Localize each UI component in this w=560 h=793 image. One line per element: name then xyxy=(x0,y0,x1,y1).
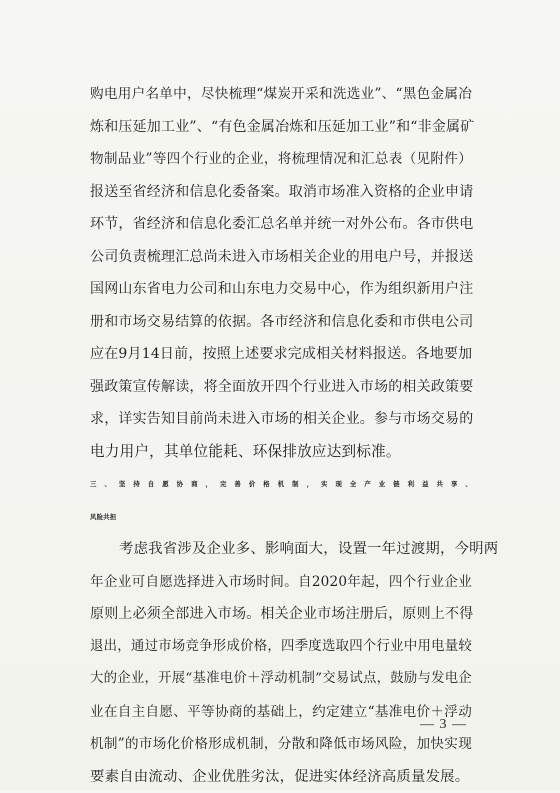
text-line: 求，详实告知目前尚未进入市场的相关企业。参与市场交易的 xyxy=(90,403,472,436)
text-line: 购电用户名单中，尽快梳理“煤炭开采和洗选业”、“黑色金属冶 xyxy=(90,78,472,111)
text-line: 电力用户，其单位能耗、环保排放应达到标准。 xyxy=(90,436,472,469)
text-line: 物制品业”等四个行业的企业，将梳理情况和汇总表（见附件） xyxy=(90,143,472,176)
text-line: 公司负责梳理汇总尚未进入市场相关企业的用电户号，并报送 xyxy=(90,241,472,274)
text-line: 退出，通过市场竞争形成价格，四季度选取四个行业中用电量较 xyxy=(90,631,472,664)
text-line: 册和市场交易结算的依据。各市经济和信息化委和市供电公司 xyxy=(90,306,472,339)
text-line: 强政策宣传解读，将全面放开四个行业进入市场的相关政策要 xyxy=(90,371,472,404)
page-number: — 3 — xyxy=(420,717,467,733)
heading-line: 三、坚持自愿协商，完善价格机制，实现全产业链利益共享、 xyxy=(90,468,472,501)
paragraph-2 xyxy=(90,533,472,793)
paragraph-1 xyxy=(90,78,472,468)
text-line: 机制”的市场化价格形成机制，分散和降低市场风险，加快实现 xyxy=(90,728,472,761)
text-line: 环节，省经济和信息化委汇总名单并统一对外公布。各市供电 xyxy=(90,208,472,241)
text-line: 原则上必须全部进入市场。相关企业市场注册后，原则上不得 xyxy=(90,598,472,631)
text-line: 国网山东省电力公司和山东电力交易中心，作为组织新用户注 xyxy=(90,273,472,306)
text-line: 炼和压延加工业”、“有色金属冶炼和压延加工业”和“非金属矿 xyxy=(90,111,472,144)
text-line: 大的企业，开展“基准电价＋浮动机制”交易试点，鼓励与发电企 xyxy=(90,663,472,696)
section-heading xyxy=(112,468,472,533)
text-line: 要素自由流动、企业优胜劣汰，促进实体经济高质量发展。 xyxy=(90,761,472,793)
text-line: 考虑我省涉及企业多、影响面大，设置一年过渡期，今明两 xyxy=(119,533,472,566)
text-line: 应在9月14日前，按照上述要求完成相关材料报送。各地要加 xyxy=(90,338,472,371)
text-line: 报送至省经济和信息化委备案。取消市场准入资格的企业申请 xyxy=(90,176,472,209)
heading-line: 风险共担 xyxy=(90,501,472,534)
text-line: 业在自主自愿、平等协商的基础上，约定建立“基准电价＋浮动 xyxy=(90,696,472,729)
text-line: 年企业可自愿选择进入市场时间。自2020年起，四个行业企业 xyxy=(90,566,472,599)
